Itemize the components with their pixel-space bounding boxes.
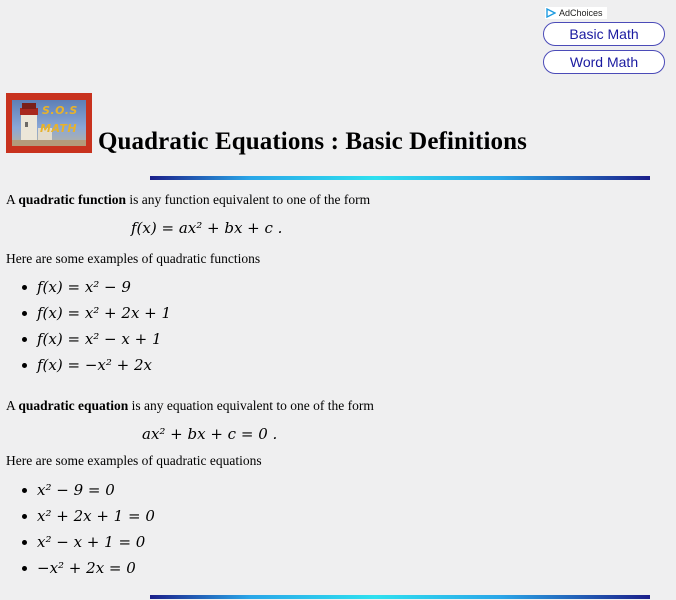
page-title: Quadratic Equations : Basic Definitions: [98, 128, 527, 155]
equation-examples-intro: Here are some examples of quadratic equations: [6, 453, 262, 468]
logo-text-2: MATH: [40, 122, 78, 135]
equation-definition: [6, 398, 374, 414]
logo-text-1: S.O.S: [42, 104, 78, 117]
basic-math-button[interactable]: Basic Math: [543, 22, 665, 46]
function-definition: [6, 192, 370, 208]
function-general-form: f(x) = ax² + bx + c .: [131, 219, 283, 237]
equation-examples-list: [0, 481, 155, 585]
term-quadratic-function: quadratic function: [18, 192, 127, 207]
adchoices-link[interactable]: [545, 7, 607, 19]
function-examples-list: [0, 278, 171, 382]
definition-suffix: is any function equivalent to one of the form: [126, 192, 371, 207]
list-item: f(x) = x² − 9: [0, 278, 171, 304]
divider-bottom: [150, 595, 650, 599]
adchoices-icon: [546, 8, 556, 18]
equation-general-form: ax² + bx + c = 0 .: [142, 425, 278, 443]
sos-math-logo[interactable]: [6, 93, 92, 153]
function-examples-intro: Here are some examples of quadratic functions: [6, 251, 261, 266]
list-item: f(x) = x² + 2x + 1: [0, 304, 171, 330]
list-item: f(x) = x² − x + 1: [0, 330, 171, 356]
list-item: x² + 2x + 1 = 0: [0, 507, 155, 533]
adchoices-label: AdChoices: [559, 8, 603, 18]
definition-suffix: is any equation equivalent to one of the form: [128, 398, 374, 413]
definition-prefix: A: [6, 192, 19, 207]
divider-top: [150, 176, 650, 180]
list-item: x² − x + 1 = 0: [0, 533, 155, 559]
list-item: −x² + 2x = 0: [0, 559, 155, 585]
term-quadratic-equation: quadratic equation: [18, 398, 129, 413]
list-item: f(x) = −x² + 2x: [0, 356, 171, 382]
word-math-button[interactable]: Word Math: [543, 50, 665, 74]
definition-prefix: A: [6, 398, 19, 413]
list-item: x² − 9 = 0: [0, 481, 155, 507]
